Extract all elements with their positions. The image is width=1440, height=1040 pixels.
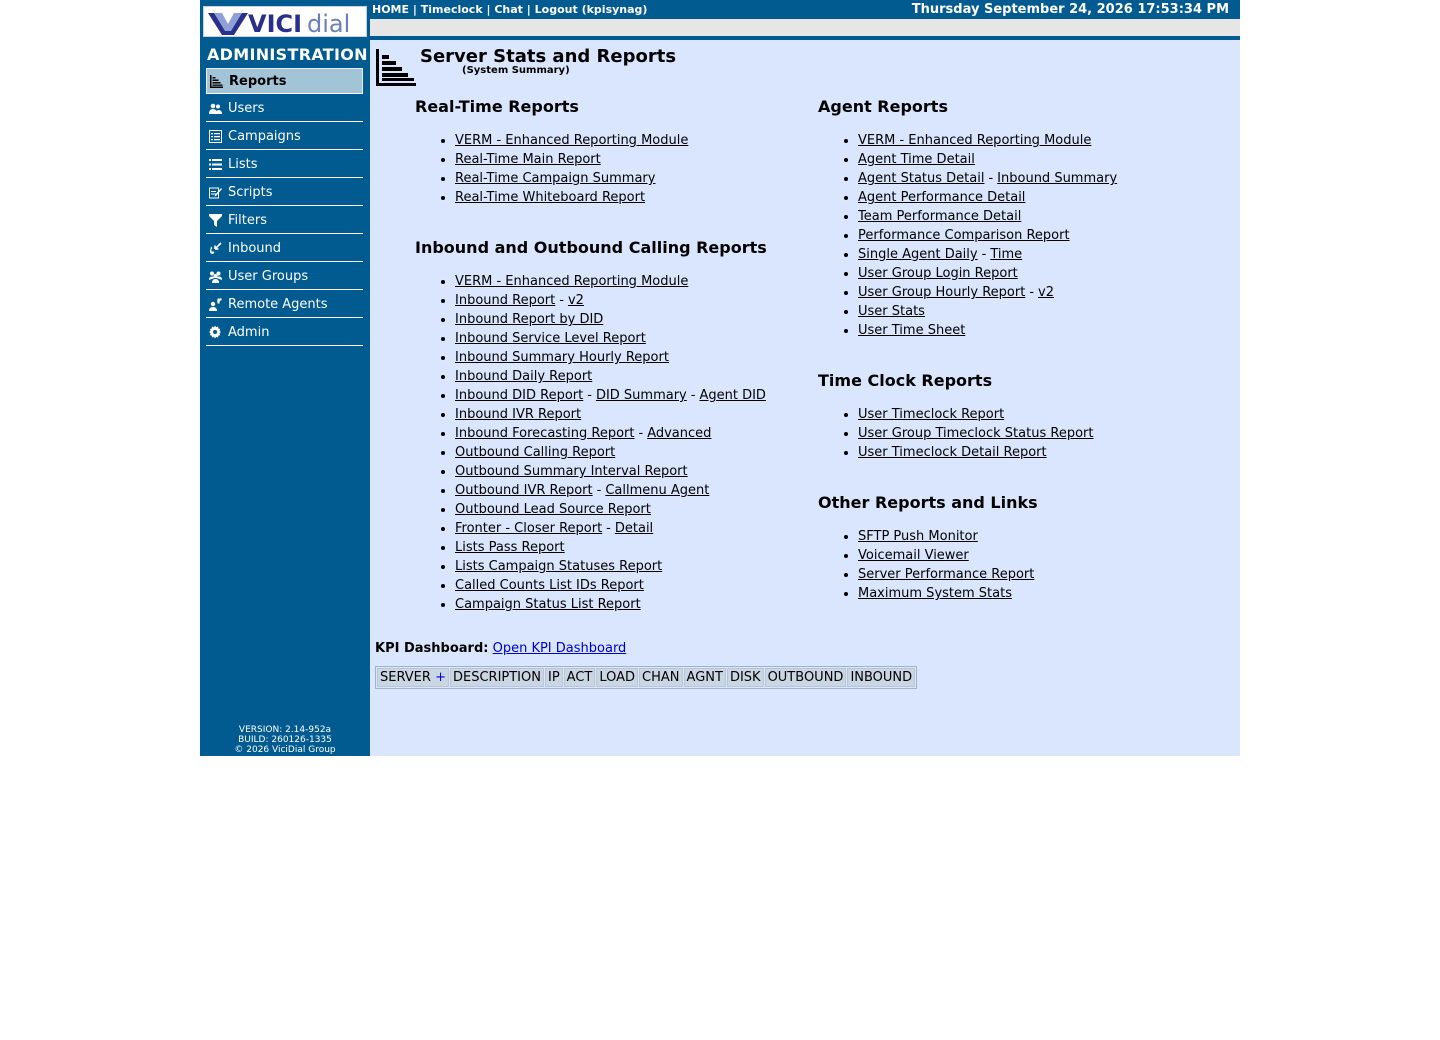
sidebar bbox=[200, 0, 370, 756]
report-link[interactable]: Outbound Summary Interval Report bbox=[455, 464, 688, 479]
column-header-label: AGNT bbox=[686, 670, 723, 685]
sidebar-item-label: Users bbox=[228, 101, 265, 116]
version-text: VERSION: 2.14-952a bbox=[238, 725, 332, 735]
sidebar-item-campaigns[interactable] bbox=[206, 124, 363, 150]
bar-chart-icon bbox=[375, 46, 417, 88]
column-header-load bbox=[596, 668, 638, 687]
top-bar bbox=[370, 0, 1240, 19]
open-kpi-dashboard-link[interactable]: Open KPI Dashboard bbox=[492, 641, 627, 656]
report-link[interactable]: Time bbox=[990, 247, 1023, 262]
version-info bbox=[200, 725, 370, 755]
report-link[interactable]: Lists Pass Report bbox=[455, 540, 565, 555]
list-item bbox=[455, 481, 815, 500]
list-item bbox=[455, 557, 815, 576]
kpi-dashboard bbox=[375, 641, 626, 656]
report-link[interactable]: v2 bbox=[567, 293, 584, 308]
column-header-server bbox=[377, 668, 449, 687]
sub-header-band bbox=[370, 19, 1240, 36]
list-item bbox=[858, 131, 1228, 150]
link-separator: - bbox=[638, 426, 644, 441]
report-link[interactable]: User Group Timeclock Status Report bbox=[858, 426, 1094, 441]
sidebar-title: ADMINISTRATION bbox=[207, 45, 368, 64]
report-link[interactable]: Inbound Summary bbox=[997, 171, 1118, 186]
app-window bbox=[200, 0, 1240, 756]
realtime-reports-section bbox=[415, 97, 815, 207]
realtime-report-list bbox=[415, 131, 815, 207]
report-link[interactable]: SFTP Push Monitor bbox=[858, 529, 978, 544]
home-link[interactable]: HOME bbox=[372, 3, 410, 16]
chat-link[interactable]: Chat bbox=[494, 3, 523, 16]
timeclock-section-title: Time Clock Reports bbox=[818, 371, 993, 390]
column-header-label: INBOUND bbox=[850, 670, 913, 685]
list-item bbox=[858, 405, 1228, 424]
column-header-chan bbox=[639, 668, 682, 687]
report-link[interactable]: User Time Sheet bbox=[858, 323, 966, 338]
realtime-section-title: Real-Time Reports bbox=[415, 97, 579, 116]
list-item bbox=[455, 310, 815, 329]
column-header-label: CHAN bbox=[642, 670, 680, 685]
sidebar-item-scripts[interactable] bbox=[206, 180, 363, 206]
list-item bbox=[858, 169, 1228, 188]
timeclock-link[interactable]: Timeclock bbox=[420, 3, 483, 16]
column-header-label: IP bbox=[547, 670, 560, 685]
report-link[interactable]: Voicemail Viewer bbox=[858, 548, 969, 563]
report-link[interactable]: v2 bbox=[1038, 285, 1054, 300]
sidebar-item-label: Inbound bbox=[228, 241, 282, 256]
report-link[interactable]: DID Summary bbox=[595, 388, 687, 403]
sidebar-item-filters[interactable] bbox=[206, 208, 363, 234]
report-link[interactable]: Real-Time Campaign Summary bbox=[455, 171, 656, 186]
list-item bbox=[455, 131, 815, 150]
list-item bbox=[455, 367, 815, 386]
calling-report-list bbox=[415, 272, 815, 614]
vicidial-logo[interactable] bbox=[203, 6, 367, 37]
report-link[interactable]: Team Performance Detail bbox=[858, 209, 1022, 224]
report-link[interactable]: Campaign Status List Report bbox=[455, 597, 641, 612]
report-link[interactable]: Agent DID bbox=[699, 388, 766, 403]
main-content bbox=[370, 40, 1240, 756]
copyright-text: © 2026 ViciDial Group bbox=[234, 745, 336, 755]
report-link[interactable]: Detail bbox=[614, 521, 654, 536]
other-report-list bbox=[818, 527, 1228, 603]
report-link[interactable]: Real-Time Whiteboard Report bbox=[455, 190, 646, 205]
list-item bbox=[858, 302, 1228, 321]
report-link[interactable]: Server Performance Report bbox=[858, 567, 1035, 582]
list-item bbox=[455, 595, 815, 614]
report-link[interactable]: User Group Login Report bbox=[858, 266, 1018, 281]
top-nav bbox=[372, 3, 647, 16]
link-separator: - bbox=[1029, 285, 1035, 300]
sidebar-item-label: Campaigns bbox=[228, 129, 301, 144]
report-link[interactable]: Inbound Daily Report bbox=[455, 369, 593, 384]
list-item bbox=[455, 272, 815, 291]
report-link[interactable]: Called Counts List IDs Report bbox=[455, 578, 644, 593]
list-item bbox=[858, 565, 1228, 584]
list-item bbox=[858, 584, 1228, 603]
link-separator: - bbox=[587, 388, 592, 403]
report-link[interactable]: Real-Time Main Report bbox=[455, 152, 601, 167]
column-header-description bbox=[450, 668, 544, 687]
sidebar-item-user-groups[interactable] bbox=[206, 264, 363, 290]
list-item bbox=[455, 576, 815, 595]
column-header-agnt bbox=[684, 668, 726, 687]
logo-text: VICI bbox=[248, 10, 303, 37]
build-text: BUILD: 260126-1335 bbox=[238, 735, 332, 745]
nav-separator: | bbox=[412, 3, 417, 16]
column-header-label: DISK bbox=[729, 670, 761, 685]
list-item bbox=[858, 245, 1228, 264]
sidebar-item-label: Remote Agents bbox=[228, 297, 328, 312]
expand-servers-link[interactable]: + bbox=[435, 670, 446, 685]
remote-agents-icon bbox=[208, 298, 222, 312]
list-item bbox=[455, 329, 815, 348]
list-item bbox=[455, 443, 815, 462]
sidebar-item-reports[interactable] bbox=[206, 68, 363, 94]
report-link[interactable]: Agent Status Detail bbox=[858, 171, 985, 186]
other-section-title: Other Reports and Links bbox=[818, 493, 1038, 512]
report-link[interactable]: Inbound Forecasting Report bbox=[455, 426, 635, 441]
gear-icon bbox=[208, 326, 222, 340]
sidebar-item-inbound[interactable] bbox=[206, 236, 363, 262]
column-header-outbound bbox=[765, 668, 847, 687]
table-header-row bbox=[377, 668, 915, 687]
agent-report-list bbox=[818, 131, 1228, 340]
users-icon bbox=[208, 102, 222, 116]
reports-icon bbox=[209, 74, 223, 88]
list-item bbox=[858, 527, 1228, 546]
list-item bbox=[455, 424, 815, 443]
report-link[interactable]: Inbound Report by DID bbox=[455, 312, 604, 327]
list-item bbox=[858, 443, 1228, 462]
nav-separator: | bbox=[526, 3, 531, 16]
column-header-inbound bbox=[847, 668, 915, 687]
calling-reports-section bbox=[415, 238, 815, 614]
page-subtitle: (System Summary) bbox=[462, 65, 570, 76]
link-separator: - bbox=[606, 521, 611, 536]
report-link[interactable]: User Stats bbox=[858, 304, 925, 319]
link-separator: - bbox=[690, 388, 696, 403]
column-header-label: DESCRIPTION bbox=[452, 670, 541, 685]
list-item bbox=[455, 348, 815, 367]
report-link[interactable]: Agent Performance Detail bbox=[858, 190, 1026, 205]
report-link[interactable]: Outbound IVR Report bbox=[455, 483, 593, 498]
sidebar-item-label: Admin bbox=[228, 325, 270, 340]
report-link[interactable]: Outbound Calling Report bbox=[455, 445, 616, 460]
report-link[interactable]: VERM - Enhanced Reporting Module bbox=[455, 133, 689, 148]
kpi-label: KPI Dashboard: bbox=[375, 641, 489, 656]
campaigns-icon bbox=[208, 130, 222, 144]
report-link[interactable]: Agent Time Detail bbox=[858, 152, 975, 167]
report-link[interactable]: Callmenu Agent bbox=[605, 483, 710, 498]
link-separator: - bbox=[559, 293, 564, 308]
list-item bbox=[858, 283, 1228, 302]
report-link[interactable]: Lists Campaign Statuses Report bbox=[455, 559, 663, 574]
report-link[interactable]: VERM - Enhanced Reporting Module bbox=[455, 274, 689, 289]
sidebar-item-label: Scripts bbox=[228, 185, 273, 200]
nav-separator: | bbox=[486, 3, 491, 16]
report-link[interactable]: Single Agent Daily bbox=[858, 247, 978, 262]
timeclock-reports-section bbox=[818, 371, 1228, 462]
column-header-label: LOAD bbox=[599, 670, 636, 685]
list-item bbox=[455, 291, 815, 310]
sidebar-item-label: Reports bbox=[229, 73, 287, 89]
list-item bbox=[455, 150, 815, 169]
list-item bbox=[858, 424, 1228, 443]
list-item bbox=[858, 546, 1228, 565]
report-link[interactable]: User Timeclock Report bbox=[858, 407, 1005, 422]
list-item bbox=[455, 405, 815, 424]
column-header-label: ACT bbox=[566, 670, 593, 685]
report-link[interactable]: User Timeclock Detail Report bbox=[858, 445, 1047, 460]
link-separator: - bbox=[981, 247, 987, 262]
list-item bbox=[455, 462, 815, 481]
list-item bbox=[455, 538, 815, 557]
list-item bbox=[455, 169, 815, 188]
page-title: Server Stats and Reports bbox=[420, 46, 677, 67]
column-header-disk bbox=[727, 668, 764, 687]
filter-icon bbox=[208, 214, 222, 228]
timeclock-report-list bbox=[818, 405, 1228, 462]
report-link[interactable]: Fronter - Closer Report bbox=[455, 521, 603, 536]
list-item bbox=[858, 321, 1228, 340]
sidebar-item-remote-agents[interactable] bbox=[206, 292, 363, 318]
right-column bbox=[818, 97, 1228, 603]
logout-link[interactable]: Logout (kpisynag) bbox=[534, 3, 648, 16]
list-item bbox=[455, 519, 815, 538]
list-item bbox=[858, 264, 1228, 283]
sidebar-item-users[interactable] bbox=[206, 96, 363, 122]
calling-section-title: Inbound and Outbound Calling Reports bbox=[415, 238, 767, 257]
list-item bbox=[455, 386, 815, 405]
column-header-act bbox=[564, 668, 596, 687]
link-separator: - bbox=[596, 483, 602, 498]
scripts-icon bbox=[208, 186, 222, 200]
column-header-label: OUTBOUND bbox=[767, 670, 844, 685]
report-link[interactable]: Inbound DID Report bbox=[455, 388, 584, 403]
report-link[interactable]: Maximum System Stats bbox=[858, 586, 1012, 601]
column-header-ip bbox=[545, 668, 563, 687]
list-item bbox=[858, 207, 1228, 226]
current-datetime: Thursday September 24, 2026 17:53:34 PM bbox=[911, 2, 1229, 17]
list-item bbox=[455, 500, 815, 519]
sidebar-item-lists[interactable] bbox=[206, 152, 363, 178]
report-link[interactable]: User Group Hourly Report bbox=[858, 285, 1026, 300]
sidebar-item-admin[interactable] bbox=[206, 320, 363, 346]
report-link[interactable]: Inbound Service Level Report bbox=[455, 331, 646, 346]
sidebar-item-label: Lists bbox=[228, 157, 258, 172]
list-item bbox=[858, 226, 1228, 245]
lists-icon bbox=[208, 158, 222, 172]
report-link[interactable]: Inbound IVR Report bbox=[455, 407, 582, 422]
column-header-label: SERVER bbox=[380, 670, 431, 685]
left-column bbox=[415, 97, 815, 614]
report-link[interactable]: Outbound Lead Source Report bbox=[455, 502, 651, 517]
list-item bbox=[858, 188, 1228, 207]
sidebar-item-label: User Groups bbox=[228, 269, 309, 284]
report-link[interactable]: Advanced bbox=[647, 426, 712, 441]
sidebar-item-label: Filters bbox=[228, 213, 267, 228]
list-item bbox=[858, 150, 1228, 169]
report-link[interactable]: Performance Comparison Report bbox=[858, 228, 1070, 243]
inbound-icon bbox=[208, 242, 222, 256]
sidebar-menu bbox=[206, 68, 363, 348]
agent-reports-section bbox=[818, 97, 1228, 340]
agent-section-title: Agent Reports bbox=[818, 97, 948, 116]
list-item bbox=[455, 188, 815, 207]
report-link[interactable]: Inbound Summary Hourly Report bbox=[455, 350, 669, 365]
link-separator: - bbox=[988, 171, 994, 186]
system-summary-link[interactable]: System Summary bbox=[466, 65, 566, 76]
report-link[interactable]: Inbound Report bbox=[455, 293, 556, 308]
user-groups-icon bbox=[208, 270, 222, 284]
report-link[interactable]: VERM - Enhanced Reporting Module bbox=[858, 133, 1092, 148]
svg-text:dial: dial bbox=[307, 10, 351, 37]
other-reports-section bbox=[818, 493, 1228, 603]
server-stats-table bbox=[375, 666, 917, 689]
